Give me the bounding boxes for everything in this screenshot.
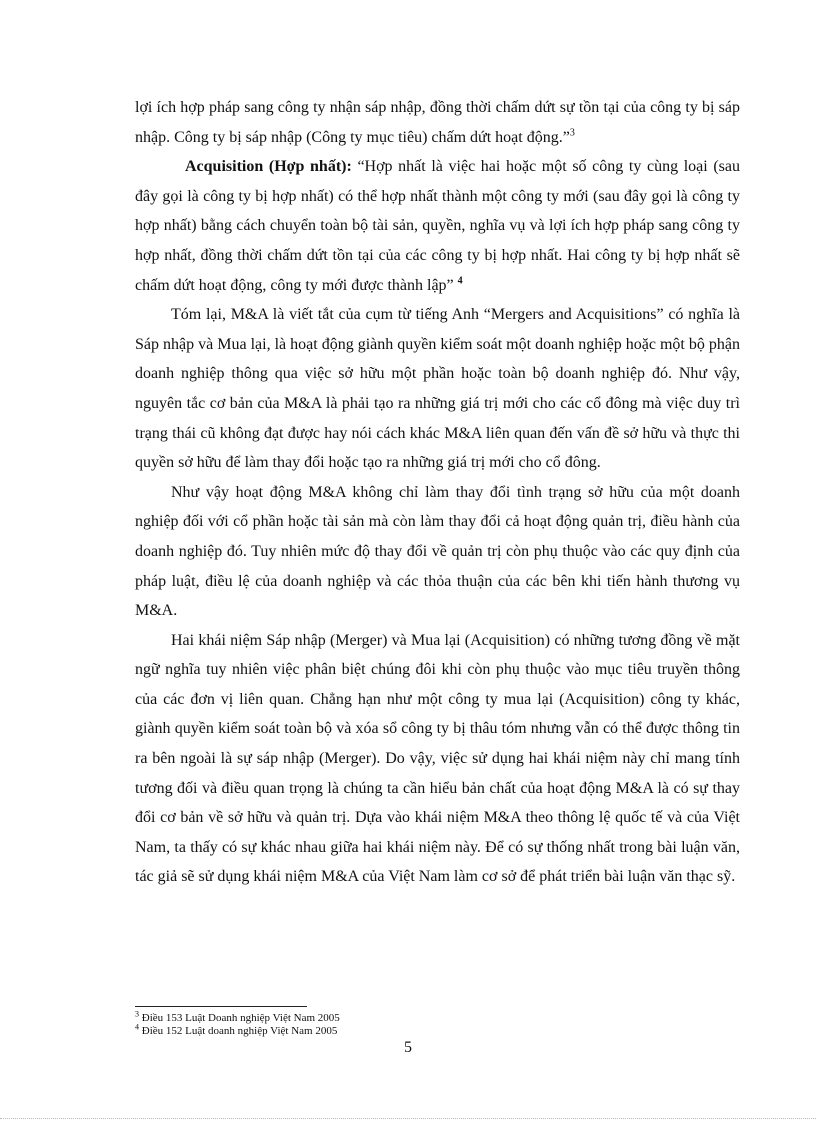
term-acquisition: Acquisition (Hợp nhất): bbox=[185, 158, 352, 176]
footnotes bbox=[135, 1009, 535, 1038]
footnote-separator bbox=[135, 1006, 307, 1007]
paragraph-text: “Hợp nhất là việc hai hoặc một số công ty cùng loại (sau đây gọi là công ty bị hợp nhất) có thể hợp nhất thành một công ty mới (sau đây gọi là công ty hợp nhất) bằng cách chuyển toàn bộ tài sản, quyền, nghĩa vụ và lợi ích hợp pháp sang công ty hợp nhất, đồng thời chấm dứt tồn tại của các công ty bị hợp nhất. Hai công ty bị hợp nhất sẽ chấm dứt hoạt động, công ty mới được thành lập” bbox=[135, 158, 740, 294]
footnote-3 bbox=[135, 1009, 535, 1025]
footnote-ref-4[interactable]: 4 bbox=[457, 275, 463, 287]
body-text bbox=[135, 93, 740, 892]
footnote-ref-3[interactable]: 3 bbox=[569, 127, 575, 139]
paragraph-concept-distinction: Hai khái niệm Sáp nhập (Merger) và Mua lại (Acquisition) có những tương đồng về mặt ngữ nghĩa tuy nhiên việc phân biệt chúng đôi khi còn phụ thuộc vào mục tiêu truyền thông của các đơn vị liên quan. Chẳng hạn như một công ty mua lại (Acquisition) công ty khác, giành quyền kiểm soát toàn bộ và xóa sổ công ty bị thâu tóm nhưng vẫn có thể được thông tin ra bên ngoài là sự sáp nhập (Merger). Do vậy, việc sử dụng hai khái niệm này chỉ mang tính tương đối và điều quan trọng là chúng ta cần hiểu bản chất của hoạt động M&A là có sự thay đổi cơ bản về sở hữu và quản trị. Dựa vào khái niệm M&A theo thông lệ quốc tế và của Việt Nam, ta thấy có sự khác nhau giữa hai khái niệm này. Để có sự thống nhất trong bài luận văn, tác giả sẽ sử dụng khái niệm M&A của Việt Nam làm cơ sở để phát triển bài luận văn thạc sỹ. bbox=[135, 631, 740, 886]
page-number: 5 bbox=[404, 1039, 412, 1056]
footnote-text: Điều 152 Luật doanh nghiệp Việt Nam 2005 bbox=[139, 1025, 338, 1037]
footnote-text: Điều 153 Luật Doanh nghiệp Việt Nam 2005 bbox=[139, 1012, 340, 1024]
paragraph-ownership-change: Như vậy hoạt động M&A không chỉ làm thay đổi tình trạng sở hữu của một doanh nghiệp đối với cổ phần hoặc tài sản mà còn làm thay đổi cả hoạt động quản trị, điều hành của doanh nghiệp đó. Tuy nhiên mức độ thay đổi về quản trị còn phụ thuộc vào các quy định của pháp luật, điều lệ của doanh nghiệp và các thỏa thuận của các bên khi tiến hành thương vụ M&A. bbox=[135, 483, 740, 620]
paragraph-summary: Tóm lại, M&A là viết tắt của cụm từ tiếng Anh “Mergers and Acquisitions” có nghĩa là Sáp nhập và Mua lại, là hoạt động giành quyền kiểm soát một doanh nghiệp hoặc một bộ phận doanh nghiệp thông qua việc sở hữu một phần hoặc toàn bộ doanh nghiệp đó. Như vậy, nguyên tắc cơ bản của M&A là phải tạo ra những giá trị mới cho các cổ đông mà việc duy trì trạng thái cũ không đạt được hay nói cách khác M&A liên quan đến vấn đề sở hữu và thực thi quyền sở hữu để làm thay đổi hoặc tạo ra những giá trị mới cho cổ đông. bbox=[135, 306, 740, 472]
paragraph-text: lợi ích hợp pháp sang công ty nhận sáp nhập, đồng thời chấm dứt sự tồn tại của công ty bị sáp nhập. Công ty bị sáp nhập (Công ty mục tiêu) chấm dứt hoạt động.” bbox=[135, 99, 740, 146]
paragraph-merger-continuation bbox=[135, 93, 740, 152]
footnote-mark: 3 bbox=[135, 1009, 139, 1019]
page-bottom-border bbox=[0, 1118, 816, 1119]
footnote-mark: 4 bbox=[135, 1022, 139, 1032]
paragraph-acquisition-definition bbox=[135, 152, 740, 300]
footnote-4 bbox=[135, 1022, 535, 1038]
